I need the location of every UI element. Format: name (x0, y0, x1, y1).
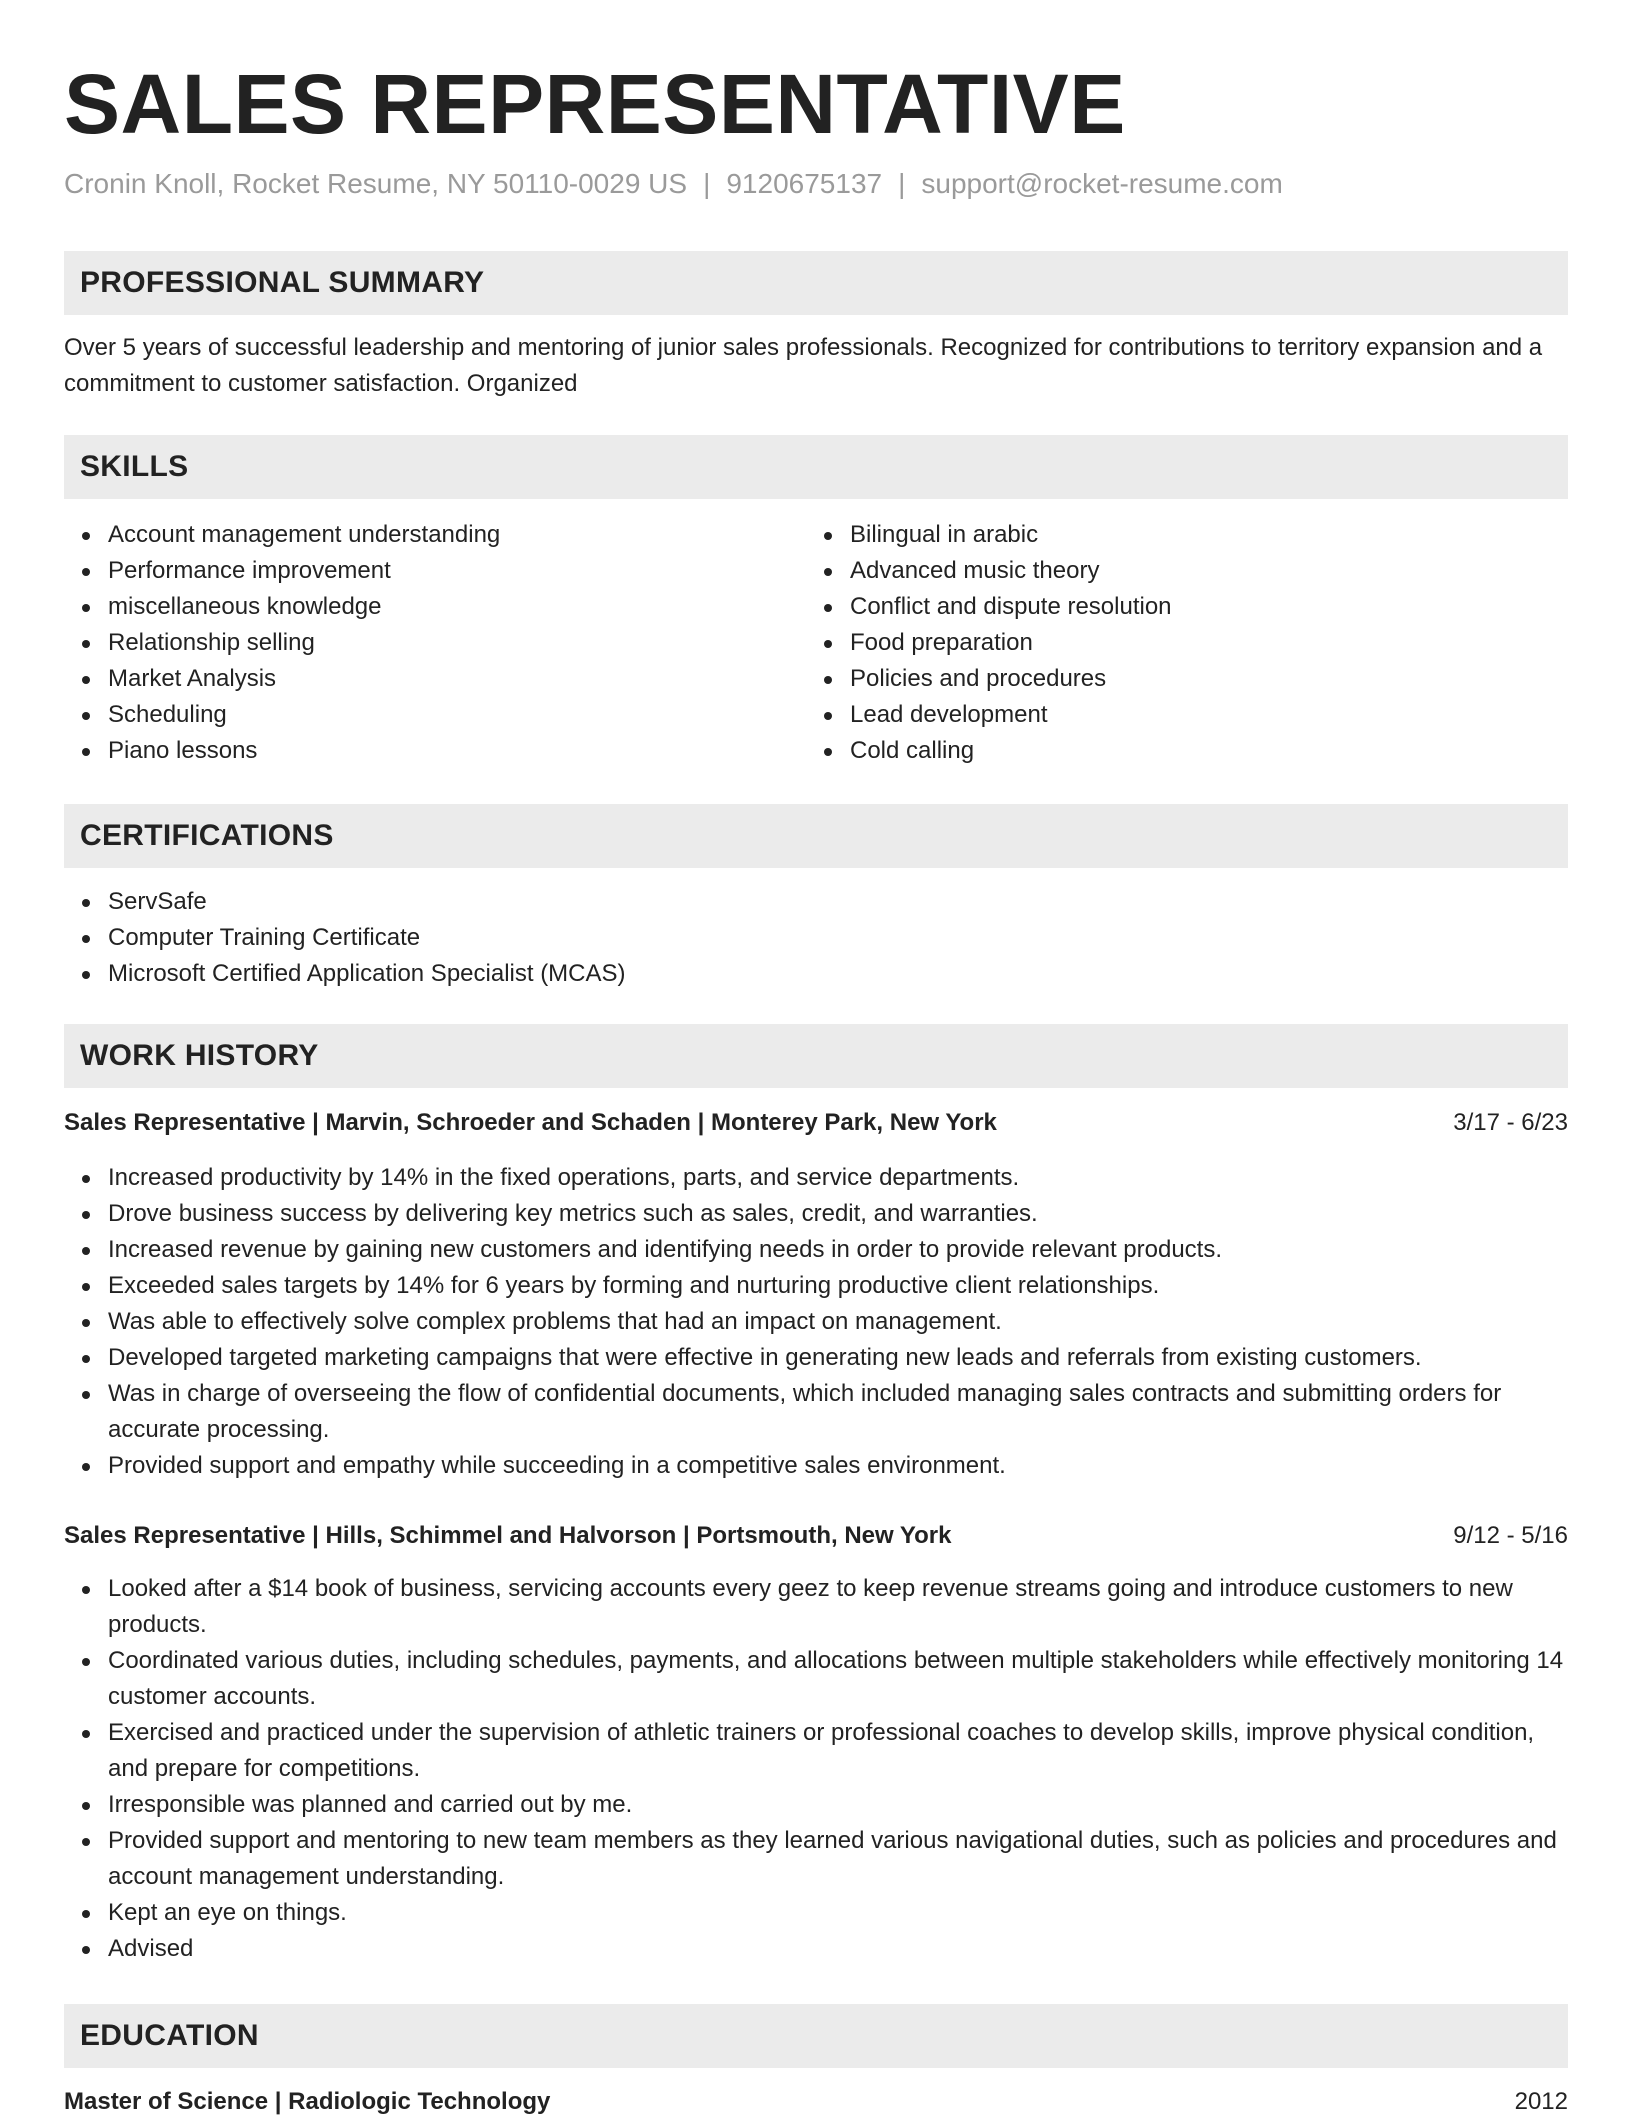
job-bullets (64, 1571, 1568, 1967)
contact-separator: | (703, 168, 711, 199)
contact-phone: 9120675137 (726, 168, 883, 199)
skill-item: Account management understanding (108, 517, 808, 553)
contact-separator: | (898, 168, 906, 199)
skills-list-left (64, 517, 808, 769)
skill-item: Food preparation (850, 625, 1590, 661)
contact-address: Cronin Knoll, Rocket Resume, NY 50110-0029 US (64, 168, 688, 199)
skill-item: Piano lessons (108, 733, 808, 769)
job-bullets (64, 1160, 1568, 1484)
contact-line (64, 166, 1283, 202)
work-history-heading: WORK HISTORY (80, 1039, 319, 1072)
certifications-section-header (64, 804, 1568, 868)
resume-title: SALES REPRESENTATIVE (64, 57, 1126, 151)
job-dates: 3/17 - 6/23 (1453, 1109, 1568, 1136)
contact-email: support@rocket-resume.com (921, 168, 1283, 199)
education-heading: EDUCATION (80, 2019, 259, 2052)
certification-item: Microsoft Certified Application Specialist (MCAS) (108, 956, 1568, 992)
job-dates: 9/12 - 5/16 (1453, 1522, 1568, 1549)
education-year: 2012 (1514, 2088, 1568, 2115)
job-bullet: Drove business success by delivering key metrics such as sales, credit, and warranties. (108, 1196, 1568, 1232)
skill-item: Bilingual in arabic (850, 517, 1590, 553)
skill-item: Relationship selling (108, 625, 808, 661)
education-degree: Master of Science | Radiologic Technology (64, 2088, 551, 2115)
skill-item: miscellaneous knowledge (108, 589, 808, 625)
skill-item: Advanced music theory (850, 553, 1590, 589)
certification-item: ServSafe (108, 884, 1568, 920)
education-section-header (64, 2004, 1568, 2068)
skill-item: Cold calling (850, 733, 1590, 769)
job-bullet: Was in charge of overseeing the flow of confidential documents, which included managing sales contracts and submitting orders for accurate processing. (108, 1376, 1568, 1448)
certifications-heading: CERTIFICATIONS (80, 819, 334, 852)
job-bullet: Irresponsible was planned and carried out by me. (108, 1787, 1568, 1823)
job-bullet: Coordinated various duties, including schedules, payments, and allocations between multiple stakeholders while effectively monitoring 14 customer accounts. (108, 1643, 1568, 1715)
job-bullet: Increased productivity by 14% in the fixed operations, parts, and service departments. (108, 1160, 1568, 1196)
summary-text: Over 5 years of successful leadership and mentoring of junior sales professionals. Recognized for contributions to territory expansion and a commitment to customer satisfaction. Organized (64, 334, 1543, 397)
skill-item: Policies and procedures (850, 661, 1590, 697)
job-bullet: Kept an eye on things. (108, 1895, 1568, 1931)
skill-item: Lead development (850, 697, 1590, 733)
job-title: Sales Representative | Hills, Schimmel and Halvorson | Portsmouth, New York (64, 1522, 952, 1549)
certifications-list (64, 884, 1568, 992)
certification-item: Computer Training Certificate (108, 920, 1568, 956)
job-title: Sales Representative | Marvin, Schroeder and Schaden | Monterey Park, New York (64, 1109, 997, 1136)
work-history-section-header (64, 1024, 1568, 1088)
summary-section-header (64, 251, 1568, 315)
skill-item: Performance improvement (108, 553, 808, 589)
skill-item: Scheduling (108, 697, 808, 733)
job-bullet: Developed targeted marketing campaigns that were effective in generating new leads and referrals from existing customers. (108, 1340, 1568, 1376)
job-bullet: Exercised and practiced under the supervision of athletic trainers or professional coaches to develop skills, improve physical condition, and prepare for competitions. (108, 1715, 1568, 1787)
job-header (64, 1105, 1568, 1141)
job-bullet: Provided support and empathy while succeeding in a competitive sales environment. (108, 1448, 1568, 1484)
summary-heading: PROFESSIONAL SUMMARY (80, 266, 485, 299)
job-bullet: Exceeded sales targets by 14% for 6 years by forming and nurturing productive client relationships. (108, 1268, 1568, 1304)
job-bullet: Increased revenue by gaining new customers and identifying needs in order to provide relevant products. (108, 1232, 1568, 1268)
job-header (64, 1518, 1568, 1554)
skill-item: Market Analysis (108, 661, 808, 697)
skills-list-right (806, 517, 1590, 769)
job-bullet: Advised (108, 1931, 1568, 1967)
skills-heading: SKILLS (80, 450, 189, 483)
skills-section-header (64, 435, 1568, 499)
skill-item: Conflict and dispute resolution (850, 589, 1590, 625)
job-bullet: Provided support and mentoring to new team members as they learned various navigational duties, such as policies and procedures and account management understanding. (108, 1823, 1568, 1895)
job-bullet: Looked after a $14 book of business, servicing accounts every geez to keep revenue streams going and introduce customers to new products. (108, 1571, 1568, 1643)
education-entry (64, 2084, 1568, 2120)
job-bullet: Was able to effectively solve complex problems that had an impact on management. (108, 1304, 1568, 1340)
